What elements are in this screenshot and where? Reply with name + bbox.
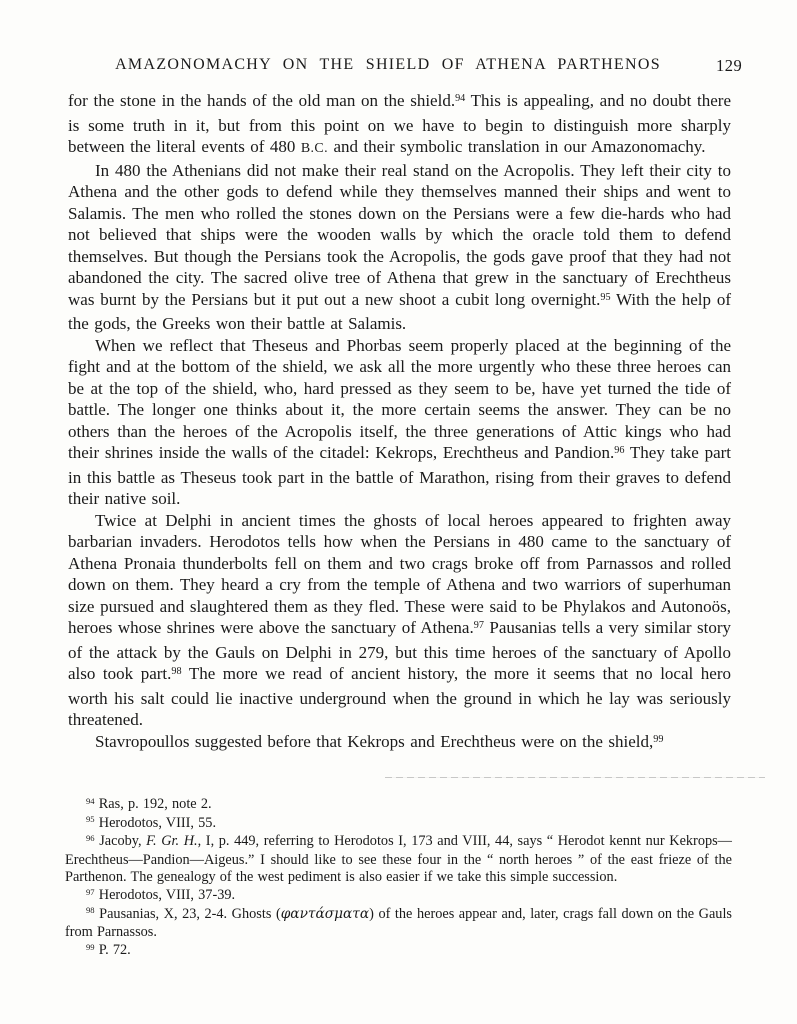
text-segment: φαντάσματα [280,905,370,922]
text-segment: This is appealing, and no doubt there is some truth in it, but from this point on we have to begin to distinguish more sharply between the literal events of 480 [68,91,731,156]
scan-artifact-line [385,777,765,778]
text-segment: When we reflect that Theseus and Phorbas seem properly placed at the beginning of the fight and at the bottom of the shield, we ask all the more urgently who these three heroes can be at the top of the shield, who, hard pressed as they seem to be, have yet turned the tide of battle. The longer one thinks about it, the more certain seems the answer. They can be no others than the heroes of the Acropolis itself, the three generations of Attic kings who had their shrines inside the walls of the citadel: Kekrops, Erechtheus and Pandion. [68,335,731,462]
text-segment: Ras, p. 192, note 2. [94,796,212,812]
text-segment: Herodotos, VIII, 37-39. [94,886,236,903]
text-segment: The more we read of ancient history, the more it seems that no local hero worth his salt could lie inactive underground when the ground in which he lay was seriously threatened. [68,664,731,729]
text-segment: ) of the heroes appear and, later, crags fall down on the Gauls from Parnassos. [65,905,732,941]
footnote-marker: 97 [473,620,484,632]
footnote-marker: 97 [86,886,95,897]
footnote-marker: 96 [614,445,625,457]
paragraph [68,335,731,510]
text-segment: Pausanias, X, 23, 2-4. Ghosts ( [94,905,281,922]
text-segment: Pausanias tells a very similar story of the attack by the Gauls on Delphi in 279, but this time heroes of the sanctuary of Apollo also took part. [68,618,731,683]
footnote-marker: 94 [455,93,466,105]
text-segment: F. Gr. H. [146,833,198,850]
running-header-title: AMAZONOMACHY ON THE SHIELD OF ATHENA PARTHENOS [115,56,661,73]
paragraph [68,731,731,756]
footnote [65,906,732,942]
text-segment: , I, p. 449, referring to Herodotos I, 173 and VIII, 44, says “ Herodot kennt nur Kekrops—Erechtheus—Pandion—Aigeus.” I should like to see these four in the “ north heroes ” of the east frieze of the Parthenon. The genealogy of the west pediment is also easier if we take this simple succession. [65,833,732,886]
paragraph [68,160,731,335]
page-number: 129 [716,56,743,75]
text-segment: for the stone in the hands of the old man on the shield. [68,91,456,110]
text-segment: and their symbolic translation in our Amazonomachy. [328,137,706,156]
footnote-marker: 99 [653,733,664,745]
footnote-marker: 95 [600,291,611,303]
footnote-marker: 96 [86,833,95,844]
footnote [65,833,732,887]
footnote [65,815,732,834]
footnote-marker: 94 [86,795,95,806]
footnote [65,796,732,815]
footnote-marker: 98 [171,666,182,678]
text-segment: P. 72. [94,941,131,958]
text-segment: Twice at Delphi in ancient times the ghosts of local heroes appeared to frighten away barbarian invaders. Herodotos tells how when the Persians in 480 came to the sanctuary of Athena Pronaia thunderbolts fell on them and two crags broke off from Parnassos and rolled down on them. They heard a cry from the temple of Athena and two warriors of superhuman size pursued and slaughtered them as they fled. These were said to be Phylakos and Autonoös, heroes whose shrines were above the sanctuary of Athena. [68,510,731,637]
text-segment: With the help of the gods, the Greeks won their battle at Salamis. [68,289,731,333]
footnotes [65,796,732,960]
paragraph [68,510,731,731]
paragraph [68,90,731,160]
text-segment: Herodotos, VIII, 55. [94,814,217,831]
footnote [65,887,732,906]
footnote-marker: 98 [86,905,95,916]
text-segment: Stavropoullos suggested before that Kekrops and Erechtheus were on the shield, [95,731,654,751]
text-segment: Jacoby, [94,833,147,850]
text-segment: They take part in this battle as Theseus took part in the battle of Marathon, rising from their graves to defend their native soil. [68,443,731,508]
footnote-marker: 95 [86,814,95,825]
body-text [68,90,731,755]
footnote-marker: 99 [86,941,95,952]
text-segment: B.C. [300,141,329,156]
footnote [65,942,732,961]
text-segment: In 480 the Athenians did not make their real stand on the Acropolis. They left their city to Athena and the other gods to defend while they themselves manned their ships and went to Salamis. The men who rolled the stones down on the Persians were a few die-hards who had not believed that ships were the wooden walls by which the oracle told them to defend themselves. But though the Persians took the Acropolis, the gods gave proof that they had not abandoned the city. The sacred olive tree of Athena that grew in the sanctuary of Erechtheus was burnt by the Persians but it put out a new shoot a cubit long overnight. [68,160,731,309]
